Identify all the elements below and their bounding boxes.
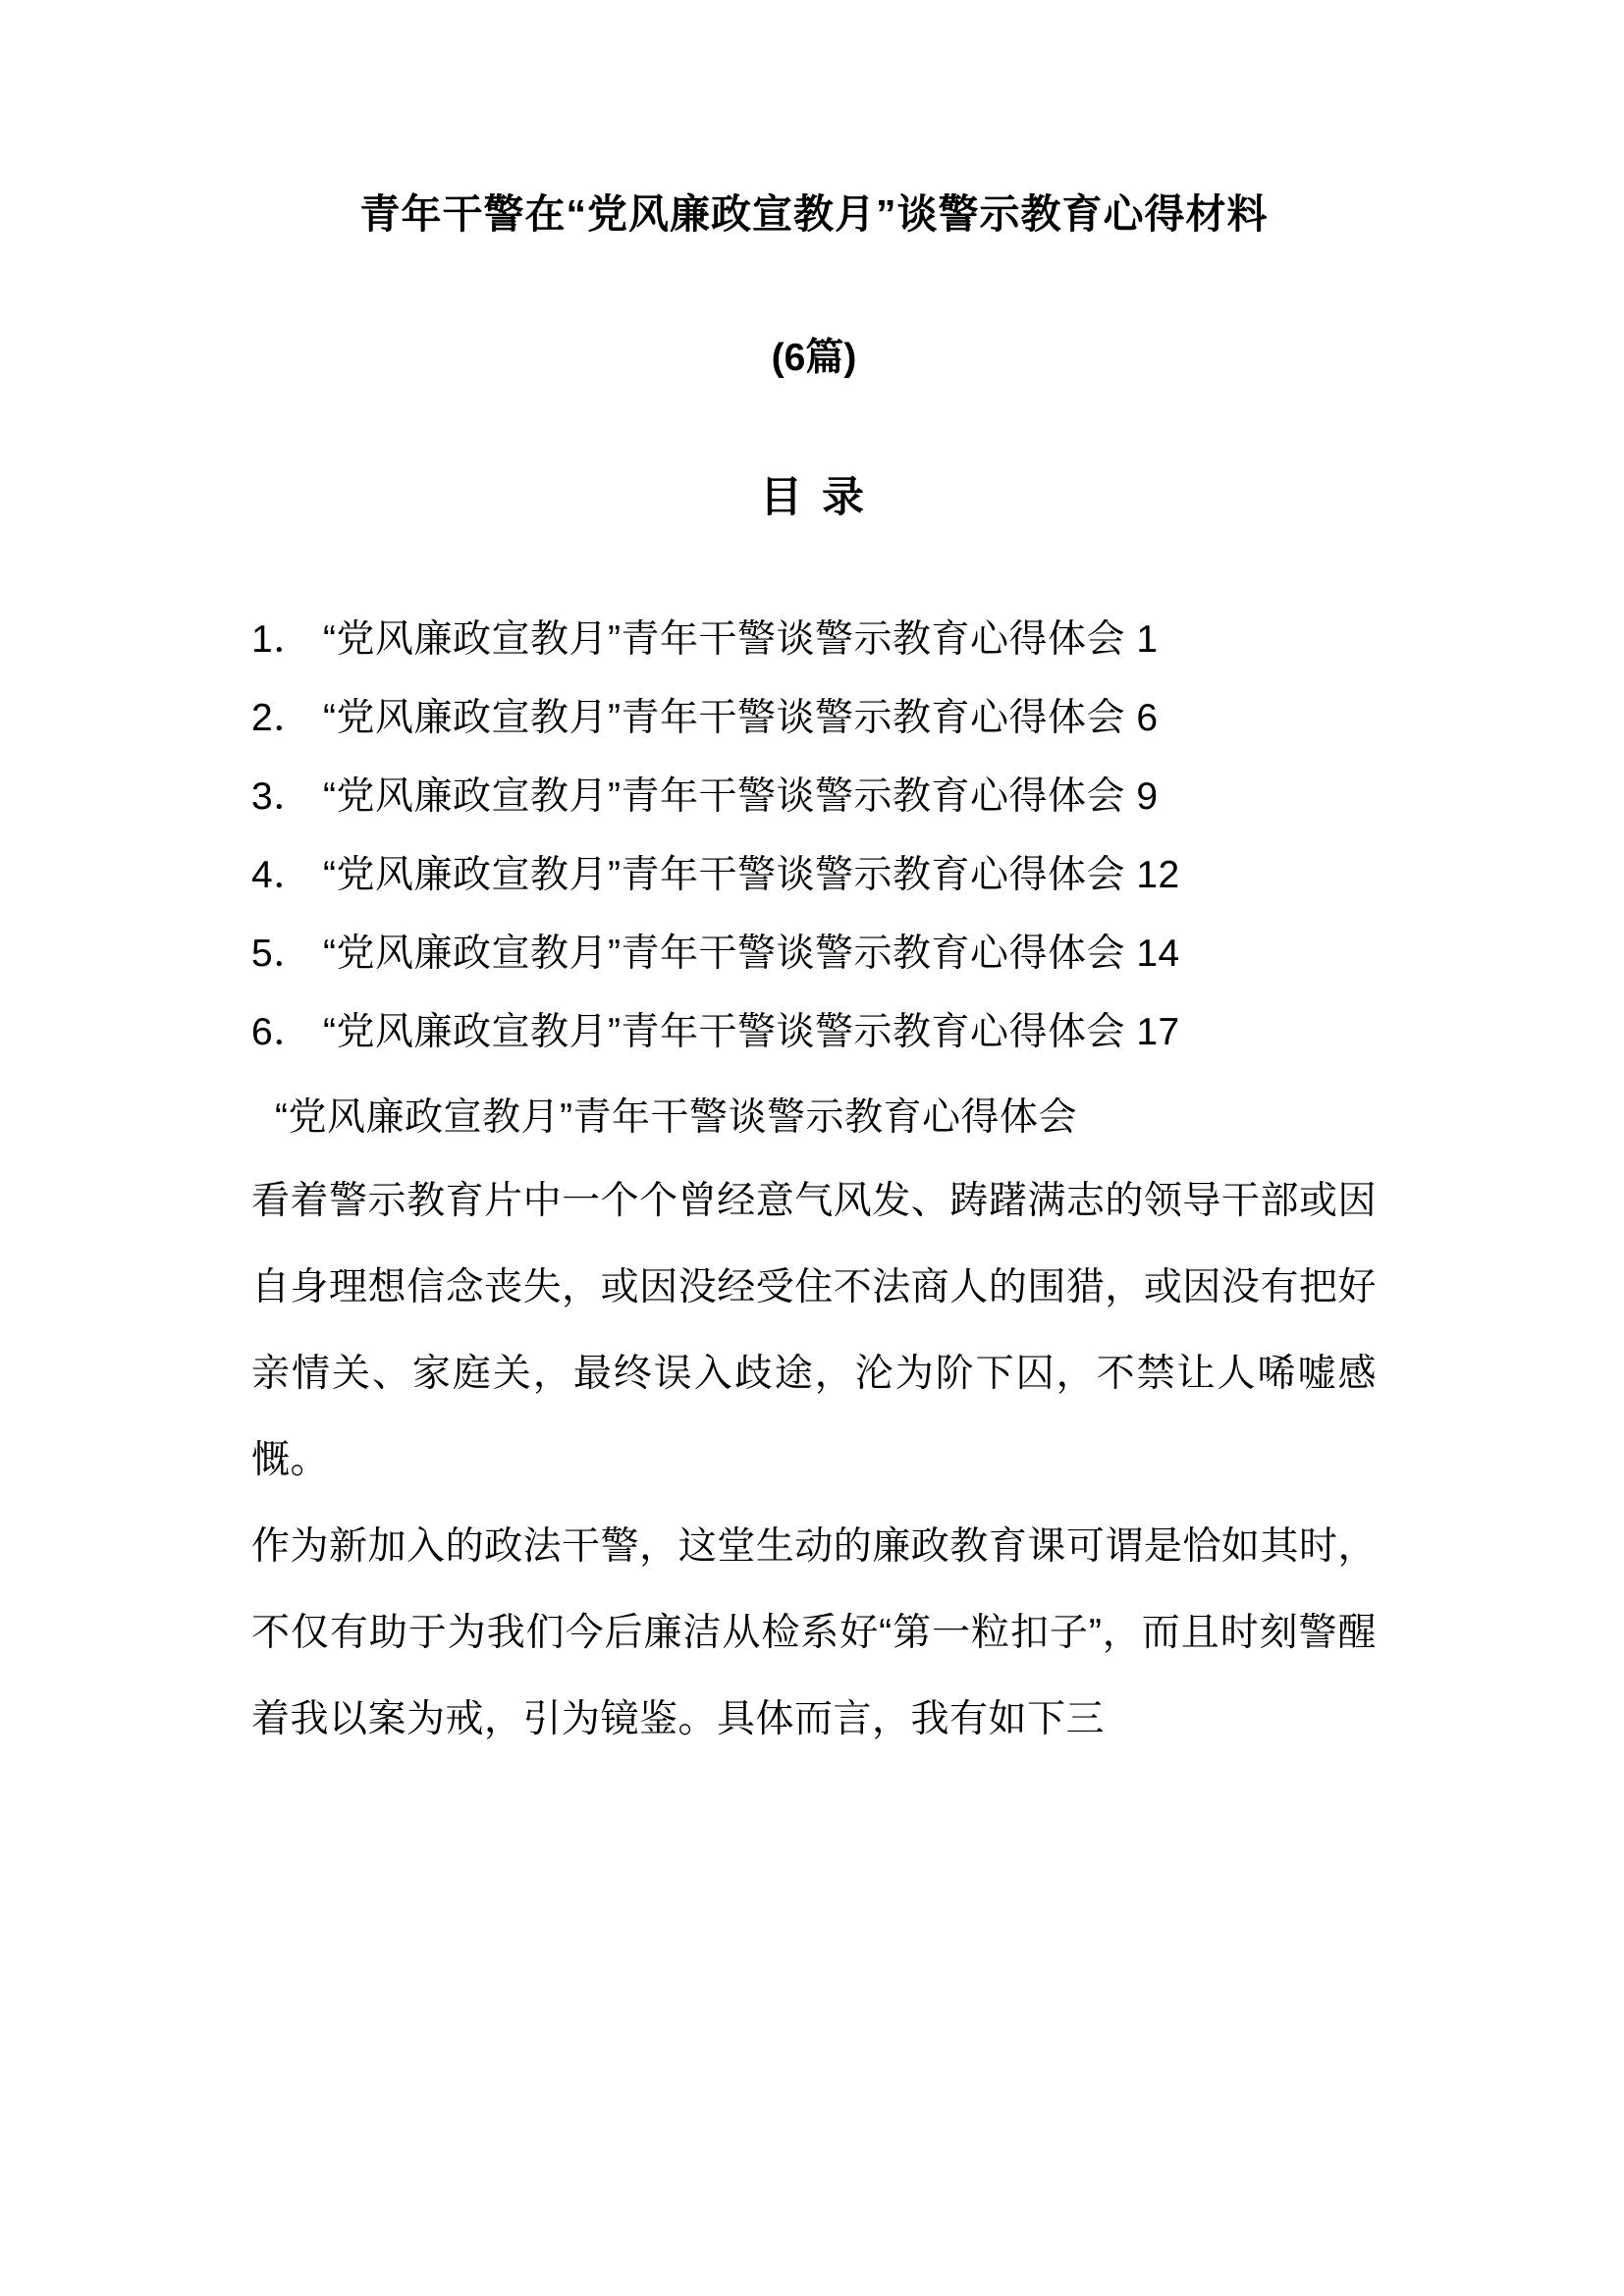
toc-heading: 目 录 <box>760 474 868 521</box>
body-paragraph-1: 看着警示教育片中一个个曾经意气风发、踌躇满志的领导干部或因自身理想信念丧失，或因没经受住不法商人的围猎，或因没有把好亲情关、家庭关，最终误入歧途，沦为阶下囚，不禁让人唏嘘感慨。 <box>251 1180 1377 1481</box>
body-paragraph-2: 作为新加入的政法干警，这堂生动的廉政教育课可谓是恰如其时，不仅有助于为我们今后廉洁从检系好“第一粒扣子”，而且时刻警醒着我以案为戒，引为镜鉴。具体而言，我有如下三 <box>251 1525 1377 1740</box>
toc-item-3: 3． “党风廉政宣教月”青年干警谈警示教育心得体会 9 <box>251 775 1159 818</box>
piece-count: (6篇) <box>771 337 857 379</box>
toc-item-2: 2． “党风廉政宣教月”青年干警谈警示教育心得体会 6 <box>251 697 1159 739</box>
toc-item-1: 1． “党风廉政宣教月”青年干警谈警示教育心得体会 1 <box>251 618 1159 661</box>
toc-item-6: 6． “党风廉政宣教月”青年干警谈警示教育心得体会 17 <box>251 1011 1180 1053</box>
section-heading: “党风廉政宣教月”青年干警谈警示教育心得体会 <box>275 1096 1077 1139</box>
toc-item-5: 5． “党风廉政宣教月”青年干警谈警示教育心得体会 14 <box>251 933 1180 975</box>
toc-item-4: 4． “党风廉政宣教月”青年干警谈警示教育心得体会 12 <box>251 854 1180 896</box>
page-title: 青年干警在“党风廉政宣教月”谈警示教育心得材料 <box>359 191 1269 237</box>
toc-list <box>251 601 1377 1072</box>
